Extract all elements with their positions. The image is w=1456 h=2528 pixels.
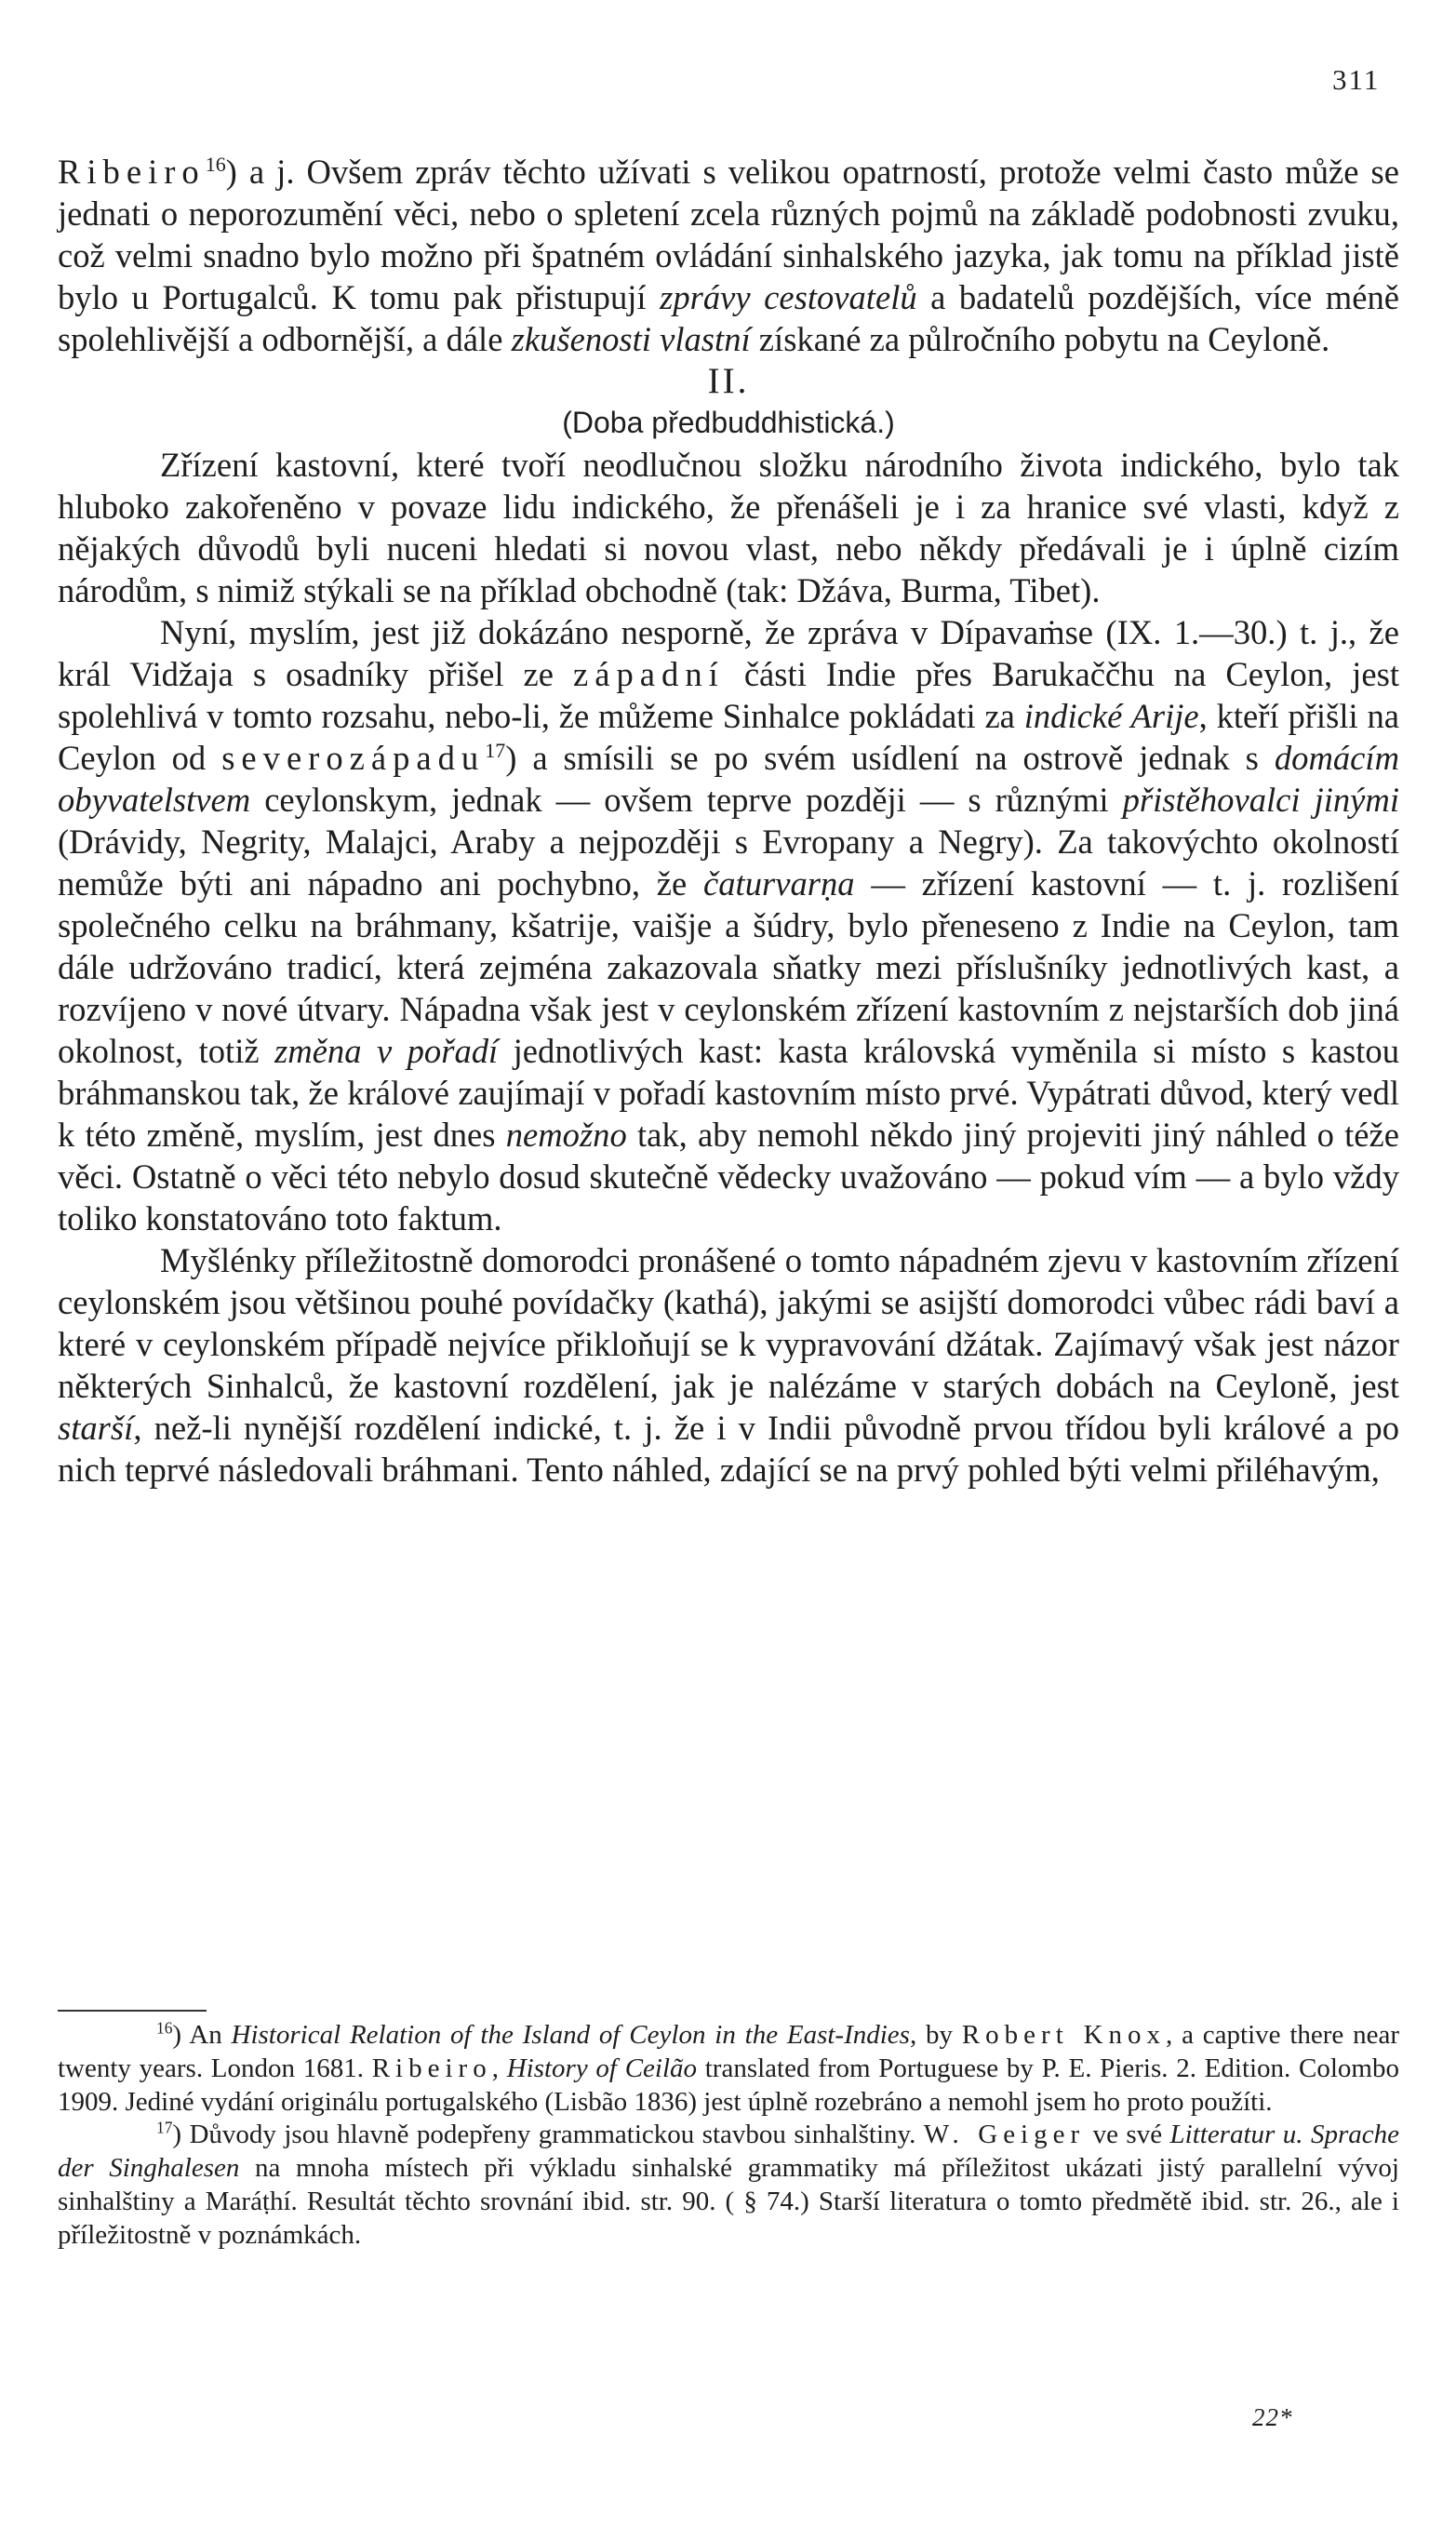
paragraph-3-text-c: , kteří přišli na Ceylon od <box>58 697 1399 777</box>
paragraph-3-text-d: ) a smísili se po svém usídlení na ostrově jednak s <box>505 739 1275 777</box>
paragraph-1 <box>58 151 1399 360</box>
paragraph-4-text-a: Myšlénky příležitostně domorodci pronášené o tomto nápadném zjevu v kastovním zřízení ceylonském jsou většinou pouhé povídačky (kathá), jakými se asijští domorodci vůbec rádi baví a které v ceylonském případě nejvíce přikloňují se k vypravování džátak. Zajímavý však jest názor některých Sinhalců, že kastovní rozdělení, jak je nalézáme v starých dobách na Ceyloně, jest <box>58 1241 1399 1405</box>
paragraph-4 <box>58 1239 1399 1491</box>
footnote-17-text-b: ve své <box>1085 2120 1170 2150</box>
section-number: II. <box>707 361 750 401</box>
footnote-16-text-d: , <box>491 2053 507 2083</box>
signature-mark: 22* <box>1252 2403 1293 2431</box>
paragraph-3-text-f: (Drávidy, Negrity, Malajci, Araby a nejpozději s Evropany a Negry). Za takovýchto okolností nemůže býti ani nápadno ani pochybno, že <box>58 823 1399 903</box>
paragraph-3-emphasis-1: indické Arije <box>1023 697 1199 735</box>
paragraph-3-text-e: ceylonskym, jednak — ovšem teprve později — s různými <box>250 781 1123 819</box>
paragraph-1-emphasis-2: zkušenosti vlastní <box>511 320 751 358</box>
footnote-ref-17: 17 <box>485 738 506 762</box>
paragraph-3-emphasis-4: čaturvarṇa <box>703 864 855 903</box>
paragraph-3-spaced-2: severozápadu <box>221 739 486 777</box>
footnote-16-author-2: Ribeiro <box>371 2053 492 2083</box>
footnote-17-author-1: W. Geiger <box>923 2120 1086 2150</box>
body-text <box>58 151 1399 1491</box>
footnote-16-title-1: Historical Relation of the Island of Ceylon in the East-Indies <box>231 2020 910 2050</box>
footnote-ref-16: 16 <box>205 152 226 176</box>
paragraph-1-text-a: ) a j. Ovšem zpráv těchto užívati s velikou opatrností, protože velmi často může se jednati o neporozumění věci, nebo o spletení zcela různých pojmů na základě podobnosti zvuku, což velmi snadno bylo možno při špatném ovládání sinhalského jazyka, jak tomu na příklad jistě bylo u Portugalců. K tomu pak přistupují <box>58 153 1399 316</box>
paragraph-4-text-b: , než-li nynější rozdělení indické, t. j. že i v Indii původně prvou třídou byli králové a po nich teprvé následovali bráhmani. Tento náhled, zdající se na prvý pohled býti velmi přiléhavým, <box>58 1409 1399 1489</box>
footnote-16 <box>58 2019 1399 2119</box>
footnote-16-text-b: , by <box>909 2020 962 2050</box>
paragraph-3 <box>58 611 1399 1239</box>
paragraph-3-spaced-1: západní <box>573 655 725 693</box>
paragraph-3-text-h: jednotlivých kast: kasta královská vyměnila si místo s kastou bráhmanskou tak, že králové zaujímají v pořadí kastovním místo prvé. Vypátrati důvod, který vedl k této změně, myslím, jest dnes <box>58 1032 1399 1154</box>
paragraph-3-text-i: tak, aby nemohl někdo jiný projeviti jiný náhled o téže věci. Ostatně o věci této nebylo dosud skutečně vědecky uvažováno — pokud vím — a bylo vždy toliko konstatováno toto faktum. <box>58 1116 1399 1237</box>
footnote-17 <box>58 2119 1399 2252</box>
paragraph-1-text-c: získané za půlročního pobytu na Ceyloně. <box>750 320 1330 358</box>
paragraph-2: Zřízení kastovní, které tvoří neodlučnou složku národního života indického, bylo tak hluboko zakořeněno v povaze lidu indického, že přenášeli je i za hranice své vlasti, když z nějakých důvodů byli nuceni hledati si novou vlast, nebo někdy předávali je i úplně cizím národům, s nimiž stýkali se na příklad obchodně (tak: Džáva, Burma, Tibet). <box>58 446 1399 609</box>
paragraph-1-emphasis-1: zprávy cestovatelů <box>660 278 917 316</box>
footnote-16-text-c: , a captive there near twenty years. London 1681. <box>58 2020 1399 2083</box>
footnote-16-number: 16 <box>156 2018 173 2038</box>
name-ribeiro: Ribeiro <box>58 153 206 191</box>
footnote-16-text-e: translated from Portuguese by P. E. Pieris. 2. Edition. Colombo 1909. Jediné vydání originálu portugalského (Lisbão 1836) jest úplně rozebráno a nemohl jsem ho proto použíti. <box>58 2053 1399 2117</box>
paragraph-3-emphasis-2: domácím obyvatelstvem <box>58 739 1399 819</box>
paragraph-3-emphasis-3: přistěhovalci jinými <box>1122 781 1399 819</box>
paragraph-3-text-a: Nyní, myslím, jest již dokázáno nesporně, že zpráva v Dípavaṁse (IX. 1.—30.) t. j., že král Vidžaja s osadníky přišel ze <box>58 613 1399 693</box>
footnote-17-number: 17 <box>156 2118 173 2137</box>
section-title: (Doba předbuddhistická.) <box>562 406 895 439</box>
paragraph-3-emphasis-5: změna v pořadí <box>274 1032 499 1070</box>
paragraph-3-text-g: — zřízení kastovní — t. j. rozlišení společného celku na bráhmany, kšatrije, vaišje a šúdry, bylo přeneseno z Indie na Ceylon, tam dále udržováno tradicí, která zejména zakazovala sňatky mezi příslušníky jednotlivých kast, a rozvíjeno v nové útvary. Nápadna však jest v ceylonském zřízení kastovním z nejstarších dob jiná okolnost, totiž <box>58 864 1399 1070</box>
footnote-16-title-2: History of Ceilão <box>506 2053 698 2083</box>
footnote-16-author-1: Robert Knox <box>961 2020 1167 2050</box>
paragraph-3-text-b: části Indie přes Barukaččhu na Ceylon, jest spolehlivá v tomto rozsahu, nebo-li, že můžeme Sinhalce pokládati za <box>58 655 1399 735</box>
footnote-16-text-a: ) An <box>172 2020 232 2050</box>
paragraph-4-emphasis-1: starší <box>58 1409 134 1447</box>
footnote-17-text-a: ) Důvody jsou hlavně podepřeny grammatickou stavbou sinhalštiny. <box>172 2120 924 2150</box>
paragraph-1-text-b: a badatelů pozdějších, více méně spolehlivější a odbornější, a dále <box>58 278 1399 358</box>
footnote-17-title-1: Litteratur u. Sprache der Singhalesen <box>58 2120 1399 2184</box>
paragraph-3-emphasis-6: nemožno <box>505 1116 627 1154</box>
footnote-17-text-c: na mnoha místech při výkladu sinhalské grammatiky má příležitost ukázati jistý parallelní vývoj sinhalštiny a Maráṭhí. Resultát těchto srovnání ibid. str. 90. ( § 74.) Starší literatura o tomto předmětě ibid. str. 26., ale i příležitostně v poznámkách. <box>58 2153 1399 2250</box>
footnotes <box>58 2019 1399 2253</box>
page-number: 311 <box>1332 63 1381 96</box>
footnote-divider <box>58 2010 207 2012</box>
